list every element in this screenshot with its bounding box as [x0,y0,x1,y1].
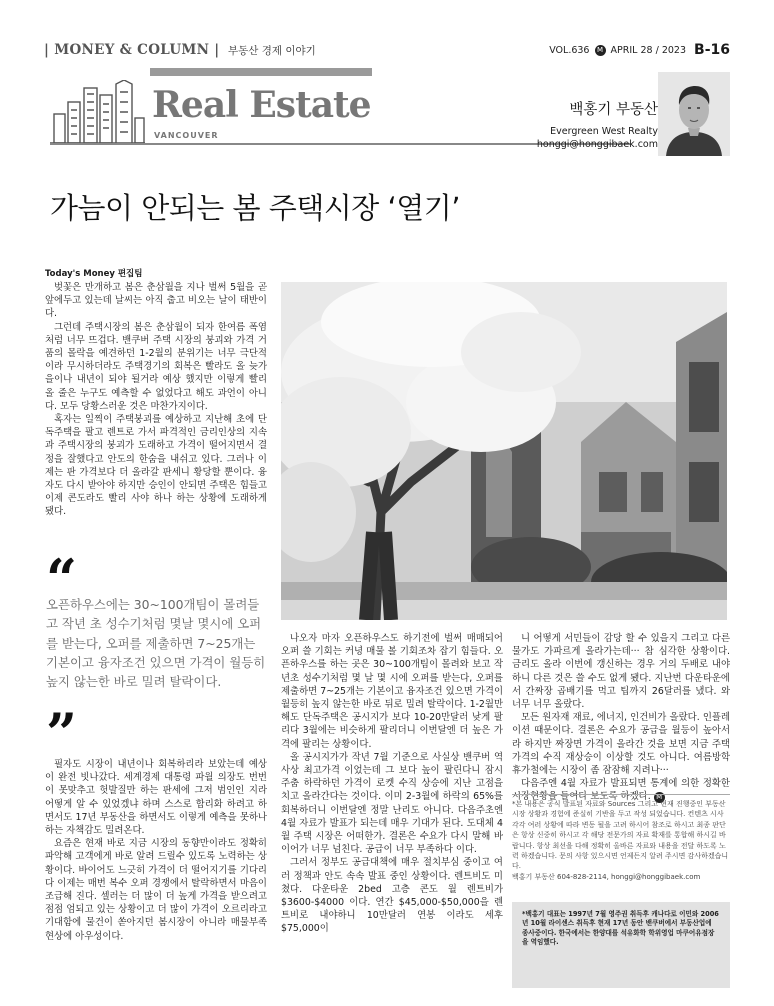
paragraph: 나오자 마자 오픈하우스도 하기전에 벌써 매매되어 오퍼 쓸 기회는 커녕 매물 볼 기회조차 잡기 힘들다. 오픈하우스를 하는 곳은 30~100개팀이 몰려와 보고 작년초 성수기처럼 몇 날 몇 시에 오퍼를 받는다, 오퍼를 제출하면 7~25개는 기본이고 융자조건 있으면 가격이 월등히 높지 않는한 바로 뒤로 밀려 탈락이다. 1-2월만해도 단독주택은 공시지가 보다 10-20만달러 낮게 팔리다 3월에는 비슷하게 팔리더니 이번달엔 더 높은 가격에 팔리는 상황이다. [281,633,503,750]
city-skyline-icon [50,80,145,144]
issue-volume: VOL.636 [549,45,590,56]
article-column-1-top [45,281,267,519]
author-portrait [658,72,730,156]
paragraph: 혹자는 일찍이 주택붕괴를 예상하고 지난해 초에 단독주택을 팔고 렌트로 가서 파격적인 금리인상의 지속과 주택시장의 붕괴가 도래하고 가격이 떨어지면서 결정을 잘했다고 안도의 한숨을 내쉬고 있다. 그러나 이제는 판 가격보다 더 올라갈 판세니 황당할 뿐이다. 융자도 다시 받아야 하지만 승인이 안되면 주택은 힘들고 이제 콘도라도 빨리 사야 하나 하는 상황에 도래하게 됐다. [45,414,267,518]
section-subtitle: 부동산 경제 이야기 [228,45,316,57]
money-badge-icon: M [595,45,606,56]
paragraph: 필자도 시장이 내년이나 회복하리라 보았는데 예상이 완전 빗나갔다. 세계경제 대통령 파월 의장도 번번이 못맞추고 헛발질만 하는 판세에 그저 범인인 지라 어떻게 알 수 있었겠냐 하며 스스로 합리화 하려고 하면서도 17년 부동산을 하면서도 이렇게 예측을 못하나하는 자책감도 밀려온다. [45,759,267,837]
paragraph: 그러서 정부도 공급대책에 매우 절치부심 중이고 여러 정책과 안도 속속 발표 중인 상황이다. 렌트비도 미쳤다. 다운타운 2bed 고층 콘도 월 렌트비가 $3600-$4000 이다. 연간 $45,000-$50,000을 렌트비로 내야하니 10만달러 연봉 이라도 세후 $75,000이 [281,857,503,935]
issue-info [549,45,686,56]
author-name: 백홍기 부동산 [569,102,658,118]
article-column-2 [281,632,503,936]
article-column-3 [512,632,730,804]
disclaimer-contact: 백홍기 부동산 604-828-2114, honggi@honggibaek.com [512,872,701,881]
paragraph: 모든 원자재 재료, 에너지, 인건비가 올랐다. 인플레이션 때문이다. 결론은 수요가 공급을 월등이 높아서라 하지만 짜장면 가격이 올라간 것을 보면 지금 주택가격의 수직 재상승이 이상할 것도 아니다. 여름방학 휴가철에는 시장이 좀 잠잠해 지려나··· [512,712,730,777]
section-title: | MONEY & COLUMN | [44,42,220,58]
article-headline: 가늠이 안되는 봄 주택시장 ‘열기’ [50,191,460,225]
paragraph: 그런데 주택시장의 봄은 춘삼월이 되자 한여름 폭염처럼 너무 뜨겁다. 밴쿠버 주택 시장의 붕괴와 가격 거품의 몰락을 예견하던 1-2월의 분위기는 너무 극단적이라 무시하더라도 주택경기의 회복은 빨라도 올 늦가을이나 내년이 되야 될거라 예상 했지만 이렇게 빨리 올 줄은 누구도 예측할 수 없었다고 해도 과언이 아니다. 모두 당황스러운 것은 마찬가지이다. [45,321,267,412]
author-email: honggi@honggibaek.com [536,139,658,150]
author-block [537,98,658,150]
brand-title: Real Estate [152,84,371,126]
page-number: B-16 [694,42,730,58]
disclaimer-text: *본 내용은 공식 발표된 자료와 Sources 그리고 현재 진행중인 부동산 시장 상황과 경험에 준실히 기반을 두고 작성 되었습니다. 컨텐츠 시사각각 여러 상황에 따라 변동 될을 고려 하시어 참조로 하시고 최종 판단은 항상 신중히 하시고 각 해당 전문가의 자료 확재를 통합해 하시길 바랍니다. 항상 최선을 다해 정확히 올바른 자료와 내용을 전달 하도록 노력 하겠습니다. 문의 사항 있으시면 언제든지 알려 주시면 감사하겠습니다. [512,800,729,871]
paragraph-text: 다음주엔 4월 자료가 발표되면 통계에 의한 정확한 시장현황을 들여다 보도록 하겠다. [512,778,730,803]
masthead-bar [44,42,730,60]
close-quote-icon: ” [46,701,78,765]
article-column-1-bottom [45,758,267,943]
brand-subtitle: VANCOUVER [154,131,219,140]
byline: Today's Money 편집팀 [45,269,143,279]
open-quote-icon: “ [46,547,78,611]
issue-date: APRIL 28 / 2023 [610,45,686,56]
paragraph: 니 어떻게 서민들이 감당 할 수 있을지 그리고 다른 물가도 가파르게 올라가는데··· 참 심각한 상황이다. 금리도 올라 이번에 갱신하는 경우 거의 두배로 내야 하니 다른 것은 쓸 수도 없게 됐다. 지난번 다운타운에서 간짜장 곱배기를 먹고 팁까지 26달러를 냈다. 와 너무 너무 올랐다. [512,633,730,711]
cherry-blossom-house-photo [281,282,727,620]
author-profile-box: *백홍기 대표는 1997년 7월 영주권 취득후 캐나다로 이민와 2006년 10월 라이센스 취득후 현재 17년 동안 밴쿠버에서 부동산업에 종사중이다. 한국에서는 한양대를 석유화학 학위영업 마쿠어유점장을 역임했다. [512,902,730,988]
header-accent-bar [150,68,372,76]
paragraph: 요즘은 현재 바로 지금 시장의 동향만이라도 정확히 파악해 고객에게 바로 알려 드릴수 있도록 노력하는 상황이다. 바이어도 느긋히 가격이 더 떨어지기를 기다리다 이제는 매번 복수 오퍼 경쟁에서 탈락하면서 마음이 조급해 진다. 셀러는 더 많이 더 높게 가격을 받으려고 점점 엄되고 있는 상황이고 더 많이 가격이 오르리라고 기대함에 물건이 쏟아지던 봄시장이 아니라 매물부족 현상에 아우성이다. [45,838,267,942]
author-company: Evergreen West Realty [550,126,658,137]
paragraph: 벚꽃은 만개하고 봄은 춘삼월을 지나 벌써 5월을 곧 앞에두고 있는데 날씨는 아직 춥고 비오는 날이 태반이다. [45,282,267,320]
pull-quote: 오픈하우스에는 30~100개팀이 몰려들고 작년 초 성수기처럼 몇날 몇시에 오퍼를 받는다, 오퍼를 제출하면 7~25개는 기본이고 융자조건 있으면 가격이 월등히 높지 않는한 바로 밀려 탈락이다. [46,597,266,690]
disclaimer-note [512,794,730,882]
paragraph: 올 공시지가가 작년 7월 기준으로 사실상 밴쿠버 역사상 최고가격 이었는데 그 보다 높이 팔린다니 잠시 주춤 하락하던 가격이 로켓 수직 상승에 지난 고점을 치고 올라간다는 것이다. 이미 2-3월에 하락의 65%를 회복하더니 이번달엔 정말 난리도 아니다. 다음주초엔 4월 자료가 발표가 되는데 매우 기대가 된다. 도대체 4월 주택 시장은 어떠한가. 결론은 수요가 다시 말해 바이어가 너무 넘친다. 공급이 너무 부족하다 이다. [281,751,503,856]
end-mark-icon: M [654,792,665,803]
